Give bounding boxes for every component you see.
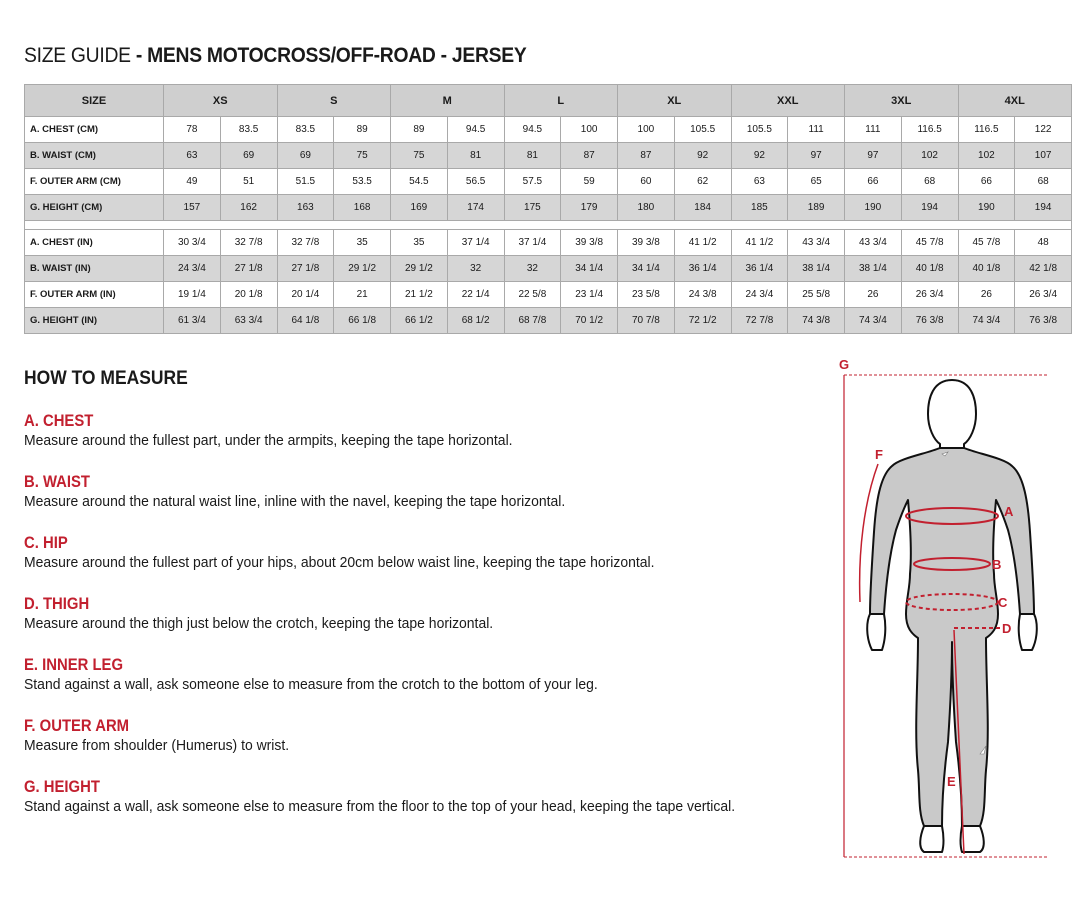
row-label: B. WAIST (IN) (25, 256, 164, 282)
table-cell: 35 (334, 230, 391, 256)
table-cell: 94.5 (447, 117, 504, 143)
table-cell: 87 (618, 143, 675, 169)
table-cell: 76 3/8 (1015, 308, 1072, 334)
table-cell: 169 (391, 195, 448, 221)
table-cell: 59 (561, 169, 618, 195)
table-cell: 76 3/8 (901, 308, 958, 334)
table-cell: 41 1/2 (731, 230, 788, 256)
table-cell: 107 (1015, 143, 1072, 169)
label-c: C (998, 595, 1008, 610)
table-cell: 68 (1015, 169, 1072, 195)
measure-text: Stand against a wall, ask someone else to measure from the floor to the top of your head, keeping the tape vertical. (24, 798, 736, 815)
table-cell: 48 (1015, 230, 1072, 256)
measure-heading: C. HIP (24, 534, 68, 552)
table-cell: 63 3/4 (220, 308, 277, 334)
table-cell: 122 (1015, 117, 1072, 143)
table-cell: 78 (164, 117, 221, 143)
table-cell: 41 1/2 (674, 230, 731, 256)
table-cell: 20 1/8 (220, 282, 277, 308)
table-cell: 43 3/4 (788, 230, 845, 256)
table-cell: 83.5 (220, 117, 277, 143)
size-m: M (391, 85, 505, 117)
table-cell: 29 1/2 (334, 256, 391, 282)
table-row (25, 308, 1072, 334)
table-cell: 30 3/4 (164, 230, 221, 256)
table-cell: 179 (561, 195, 618, 221)
table-cell: 66 1/8 (334, 308, 391, 334)
table-row (25, 282, 1072, 308)
table-cell: 35 (391, 230, 448, 256)
table-cell: 102 (958, 143, 1015, 169)
table-cell: 72 7/8 (731, 308, 788, 334)
body-measurement-figure (830, 352, 1060, 867)
table-spacer-row (25, 221, 1072, 230)
table-cell: 83.5 (277, 117, 334, 143)
size-header: SIZE (25, 85, 164, 117)
table-cell: 64 1/8 (277, 308, 334, 334)
measure-text: Measure from shoulder (Humerus) to wrist. (24, 737, 290, 754)
table-row (25, 169, 1072, 195)
size-header-row (25, 85, 1072, 117)
table-cell: 194 (901, 195, 958, 221)
spacer-cell (25, 221, 1072, 230)
table-cell: 56.5 (447, 169, 504, 195)
table-cell: 75 (391, 143, 448, 169)
table-cell: 40 1/8 (958, 256, 1015, 282)
table-cell: 26 (958, 282, 1015, 308)
table-row (25, 256, 1072, 282)
table-cell: 157 (164, 195, 221, 221)
title-main: - MENS MOTOCROSS/OFF-ROAD - JERSEY (130, 44, 527, 67)
table-cell: 51 (220, 169, 277, 195)
measure-heading: F. OUTER ARM (24, 717, 130, 735)
table-cell: 38 1/4 (845, 256, 902, 282)
row-label: B. WAIST (CM) (25, 143, 164, 169)
table-cell: 62 (674, 169, 731, 195)
table-cell: 92 (731, 143, 788, 169)
table-cell: 70 1/2 (561, 308, 618, 334)
measure-text: Stand against a wall, ask someone else to measure from the crotch to the bottom of your leg. (24, 676, 598, 693)
table-cell: 32 (447, 256, 504, 282)
table-cell: 24 3/4 (164, 256, 221, 282)
row-label: G. HEIGHT (IN) (25, 308, 164, 334)
table-cell: 26 (845, 282, 902, 308)
table-cell: 81 (447, 143, 504, 169)
table-cell: 116.5 (958, 117, 1015, 143)
table-cell: 66 (845, 169, 902, 195)
table-cell: 27 1/8 (220, 256, 277, 282)
table-cell: 102 (901, 143, 958, 169)
table-cell: 68 (901, 169, 958, 195)
table-cell: 61 3/4 (164, 308, 221, 334)
size-xs: XS (164, 85, 278, 117)
table-cell: 29 1/2 (391, 256, 448, 282)
table-cell: 54.5 (391, 169, 448, 195)
measure-heading: A. CHEST (24, 412, 94, 430)
how-to-measure-title: HOW TO MEASURE (24, 368, 188, 389)
table-row (25, 117, 1072, 143)
table-cell: 20 1/4 (277, 282, 334, 308)
label-g: G (839, 357, 850, 372)
table-cell: 89 (334, 117, 391, 143)
table-cell: 190 (958, 195, 1015, 221)
measure-item-thigh (24, 594, 529, 634)
label-a: A (1004, 504, 1014, 519)
table-row (25, 230, 1072, 256)
table-row (25, 195, 1072, 221)
table-cell: 26 3/4 (1015, 282, 1072, 308)
measure-text: Measure around the natural waist line, inline with the navel, keeping the tape horizontal. (24, 493, 566, 510)
table-cell: 32 7/8 (220, 230, 277, 256)
table-cell: 69 (220, 143, 277, 169)
measure-text: Measure around the fullest part of your hips, about 20cm below waist line, keeping the tape horizontal. (24, 554, 655, 571)
measure-heading: D. THIGH (24, 595, 90, 613)
table-cell: 116.5 (901, 117, 958, 143)
table-cell: 97 (845, 143, 902, 169)
measure-heading: E. INNER LEG (24, 656, 124, 674)
table-cell: 51.5 (277, 169, 334, 195)
table-cell: 69 (277, 143, 334, 169)
table-cell: 63 (731, 169, 788, 195)
table-cell: 111 (788, 117, 845, 143)
table-cell: 63 (164, 143, 221, 169)
table-cell: 39 3/8 (561, 230, 618, 256)
table-cell: 72 1/2 (674, 308, 731, 334)
page-title (24, 44, 526, 68)
label-d: D (1002, 621, 1012, 636)
table-cell: 194 (1015, 195, 1072, 221)
table-cell: 162 (220, 195, 277, 221)
row-label: A. CHEST (IN) (25, 230, 164, 256)
size-4xl: 4XL (958, 85, 1072, 117)
title-prefix: SIZE GUIDE (24, 44, 131, 67)
table-cell: 89 (391, 117, 448, 143)
row-label: F. OUTER ARM (IN) (25, 282, 164, 308)
table-cell: 168 (334, 195, 391, 221)
table-cell: 68 7/8 (504, 308, 561, 334)
table-cell: 185 (731, 195, 788, 221)
table-cell: 37 1/4 (504, 230, 561, 256)
table-cell: 25 5/8 (788, 282, 845, 308)
table-cell: 32 (504, 256, 561, 282)
table-cell: 42 1/8 (1015, 256, 1072, 282)
table-cell: 174 (447, 195, 504, 221)
table-cell: 23 1/4 (561, 282, 618, 308)
table-cell: 184 (674, 195, 731, 221)
table-cell: 26 3/4 (901, 282, 958, 308)
table-cell: 189 (788, 195, 845, 221)
table-cell: 87 (561, 143, 618, 169)
measure-item-hip (24, 533, 702, 573)
table-cell: 45 7/8 (901, 230, 958, 256)
table-cell: 32 7/8 (277, 230, 334, 256)
table-cell: 57.5 (504, 169, 561, 195)
table-cell: 105.5 (731, 117, 788, 143)
table-cell: 163 (277, 195, 334, 221)
table-cell: 24 3/8 (674, 282, 731, 308)
table-cell: 81 (504, 143, 561, 169)
table-cell: 74 3/4 (845, 308, 902, 334)
row-label: F. OUTER ARM (CM) (25, 169, 164, 195)
measure-text: Measure around the thigh just below the crotch, keeping the tape horizontal. (24, 615, 494, 632)
table-cell: 24 3/4 (731, 282, 788, 308)
table-cell: 190 (845, 195, 902, 221)
table-cell: 22 1/4 (447, 282, 504, 308)
table-cell: 39 3/8 (618, 230, 675, 256)
table-cell: 105.5 (674, 117, 731, 143)
table-row (25, 143, 1072, 169)
table-cell: 23 5/8 (618, 282, 675, 308)
table-cell: 180 (618, 195, 675, 221)
table-cell: 19 1/4 (164, 282, 221, 308)
size-xxl: XXL (731, 85, 845, 117)
table-cell: 75 (334, 143, 391, 169)
table-cell: 43 3/4 (845, 230, 902, 256)
measure-item-chest (24, 411, 549, 451)
label-b: B (992, 557, 1002, 572)
table-cell: 68 1/2 (447, 308, 504, 334)
size-xl: XL (618, 85, 732, 117)
label-e: E (947, 774, 956, 789)
row-label: G. HEIGHT (CM) (25, 195, 164, 221)
label-f: F (875, 447, 883, 462)
table-cell: 94.5 (504, 117, 561, 143)
size-table (24, 84, 1072, 334)
table-cell: 45 7/8 (958, 230, 1015, 256)
size-s: S (277, 85, 391, 117)
table-cell: 36 1/4 (731, 256, 788, 282)
measure-item-height (24, 777, 789, 817)
measure-item-inner-leg (24, 655, 641, 695)
table-cell: 34 1/4 (618, 256, 675, 282)
table-cell: 22 5/8 (504, 282, 561, 308)
table-cell: 37 1/4 (447, 230, 504, 256)
table-cell: 111 (845, 117, 902, 143)
table-cell: 27 1/8 (277, 256, 334, 282)
size-l: L (504, 85, 618, 117)
table-cell: 175 (504, 195, 561, 221)
table-cell: 100 (561, 117, 618, 143)
measure-item-waist (24, 472, 606, 512)
size-3xl: 3XL (845, 85, 959, 117)
table-cell: 21 (334, 282, 391, 308)
measure-text: Measure around the fullest part, under the armpits, keeping the tape horizontal. (24, 432, 513, 449)
table-cell: 60 (618, 169, 675, 195)
table-cell: 74 3/8 (788, 308, 845, 334)
table-cell: 65 (788, 169, 845, 195)
table-cell: 34 1/4 (561, 256, 618, 282)
table-cell: 66 (958, 169, 1015, 195)
table-cell: 53.5 (334, 169, 391, 195)
row-label: A. CHEST (CM) (25, 117, 164, 143)
table-cell: 70 7/8 (618, 308, 675, 334)
measure-heading: B. WAIST (24, 473, 91, 491)
table-cell: 92 (674, 143, 731, 169)
table-cell: 66 1/2 (391, 308, 448, 334)
measure-item-outer-arm (24, 716, 309, 756)
table-cell: 49 (164, 169, 221, 195)
table-cell: 100 (618, 117, 675, 143)
measure-heading: G. HEIGHT (24, 778, 100, 796)
table-cell: 38 1/4 (788, 256, 845, 282)
table-cell: 36 1/4 (674, 256, 731, 282)
table-cell: 97 (788, 143, 845, 169)
table-cell: 40 1/8 (901, 256, 958, 282)
table-cell: 21 1/2 (391, 282, 448, 308)
table-cell: 74 3/4 (958, 308, 1015, 334)
